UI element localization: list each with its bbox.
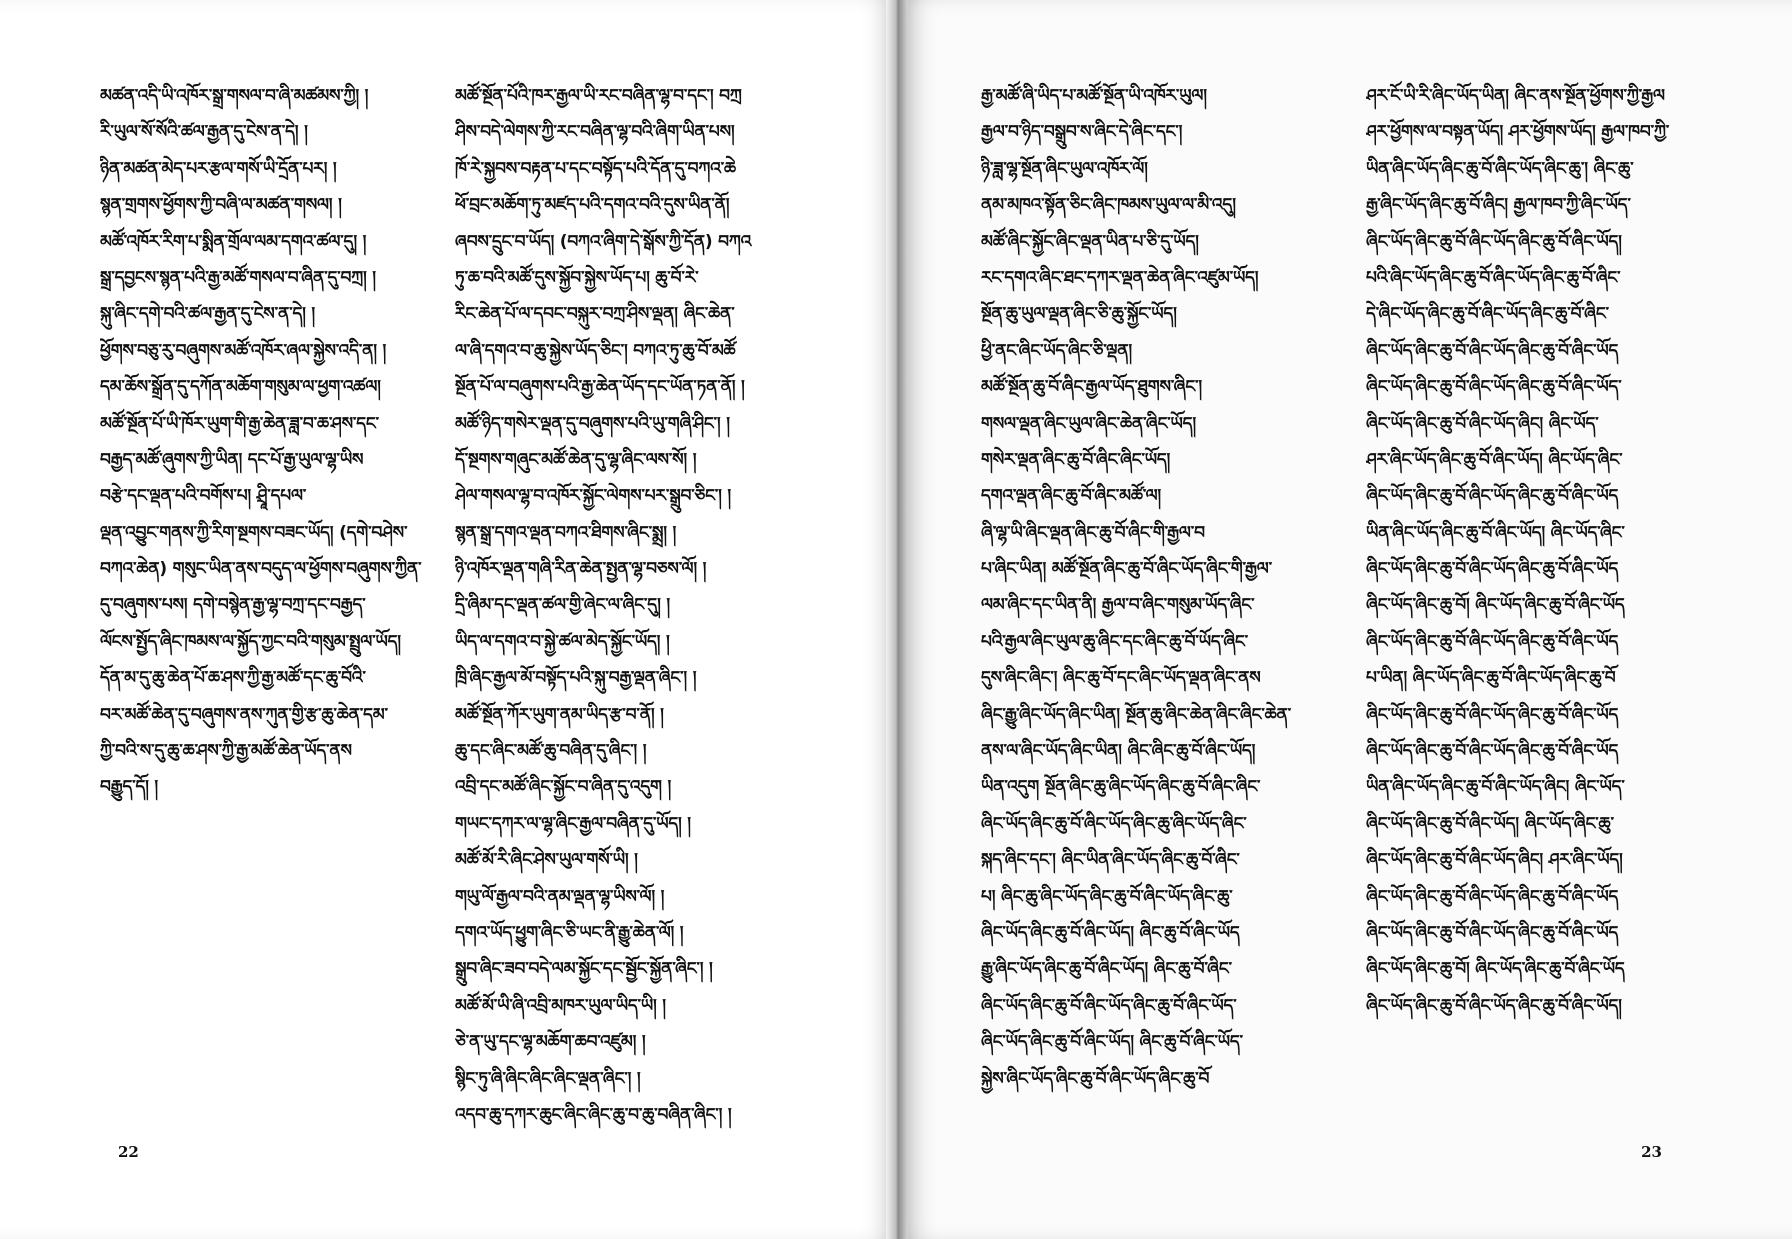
- page-number-right: 23: [1641, 1143, 1662, 1161]
- text-line: ཤར་ངོ་ཡི་རི་ཞིང་ཡོད་ཡིན། ཞིང་ནས་སྔོན་ཕྱོགས་ཀྱི་རྒྱལ: [1366, 86, 1665, 106]
- right-column-b: [1366, 78, 1706, 1024]
- text-line: རྒྱ་ཞིང་ཡོད་ཞིང་ཆུ་བོ་ཞིང། རྒྱལ་ཁབ་ཀྱི་ཞིང་ཡོད་: [1366, 195, 1631, 216]
- text-line: ཞིང་ཡོད་ཞིང་ཆུ་བོ་ཞིང་ཡོད་ཞིང་ཆུ་བོ་ཞིང་ཡོད: [1366, 886, 1619, 907]
- left-column-a: [100, 78, 440, 806]
- text-line: དུ་བཞུགས་པས། དགེ་བསྙེན་རྒྱ་ལྷ་བཀྲ་དང་བརྒྱད་: [100, 595, 366, 616]
- text-line: ཡིན་ཞིང་ཡོད་ཞིང་ཆུ་བོ་ཞིང་ཡོད་ཞིང། ཞིང་ཡོད་: [1366, 777, 1625, 798]
- text-line: མཚོ་མོ་ཡི་ཞི་འབྲི་མཁར་ཡུལ་ཡིད་ཡི། །: [455, 995, 666, 1016]
- text-line: སྙན་གྲགས་ཕྱོགས་ཀྱི་བཞི་ལ་མཚན་གསལ། །: [100, 195, 342, 216]
- text-line: ལམ་ཞིང་དང་ཡིན་ནི། རྒྱལ་བ་ཞིང་གསུམ་ཡོད་ཞིང་: [981, 595, 1255, 616]
- text-line: གསེར་ལྡན་ཞིང་ཆུ་བོ་ཞིང་ཞིང་ཡོད།: [981, 449, 1171, 470]
- text-line: སྔོན་ཆུ་ཡུལ་ལྡན་ཞིང་ཅི་ཆུ་སྐྱོང་ཡོད།: [981, 304, 1177, 325]
- text-line: ཁྲི་ཞིང་རྒྱལ་མོ་བསྟོད་པའི་སྐུ་བརྒྱ་ལྡན་ཞིང་། །: [455, 668, 697, 689]
- text-line: རྒྱ་མཚོ་ཞི་ཡིད་པ་མཚོ་སྔོན་ཡི་འཁོར་ཡུལ།: [981, 86, 1207, 106]
- text-line: རྒྱུ་ཞིང་ཡོད་ཞིང་ཆུ་བོ་ཞིང་ཡོད། ཞིང་ཆུ་བོ་ཞིང་: [981, 959, 1232, 980]
- text-line: ཞིང་ཡོད་ཞིང་ཆུ་བོ་ཞིང་ཡོད་ཞིང་ཆུ་བོ་ཞིང་ཡོད།: [1366, 995, 1622, 1016]
- text-line: མཚོ་ཉིད་གསེར་ལྡན་དུ་བཞུགས་པའི་ཡུ་གཞི་ཤིང་། །: [455, 413, 730, 434]
- text-line: ཞིང་ཡོད་ཞིང་ཆུ་བོ་ཞིང་ཡོད་ཞིང་ཆུ་བོ་ཞིང་ཡོད: [1366, 704, 1619, 725]
- text-line: གཡང་དཀར་ལ་ལྷ་ཞིང་རྒྱལ་བཞིན་དུ་ཡོད། །: [455, 813, 691, 834]
- text-line: ཞིང་ཡོད་ཞིང་ཆུ་བོ་ཞིང་ཡོད་ཞིང་ཆུ་བོ་ཞིང་ཡོད།: [1366, 231, 1622, 252]
- text-line: ཞིང་ཡོད་ཞིང་ཆུ་བོ། ཞིང་ཡོད་ཞིང་ཆུ་བོ་ཞིང་ཡོད: [1366, 959, 1625, 980]
- text-line: ཉི་ཟླ་ལྷ་སྔོན་ཞིང་ཡུལ་འཁོར་ལོ།: [981, 158, 1148, 179]
- text-line: པའི་ཞིང་ཡོད་ཞིང་ཆུ་བོ་ཞིང་ཡོད་ཞིང་ཆུ་བོ་ཞིང་: [1366, 267, 1621, 288]
- text-line: སྐྱེས་ཞིང་ཡོད་ཞིང་ཆུ་བོ་ཞིང་ཡོད་ཞིང་ཆུ་བོ: [981, 1068, 1210, 1089]
- text-line: ཞིང་ཡོད་ཞིང་ཆུ་བོ་ཞིང་ཡོད་ཞིང། ཞིང་ཡོད་: [1366, 413, 1599, 434]
- text-line: ཡིན་ཞིང་ཡོད་ཞིང་ཆུ་བོ་ཞིང་ཡོད། ཞིང་ཡོད་ཞིང་: [1366, 522, 1625, 543]
- text-line: ཕྱོགས་བཅུ་རུ་བཞུགས་མཚོ་འཁོར་ཞལ་སྐྱེས་འདི་ན། །: [100, 340, 387, 361]
- text-line: ནམ་མཁའ་སྟོན་ཅིང་ཞིང་ཁམས་ཡུལ་ལ་མི་འདུ།: [981, 195, 1236, 216]
- text-line: བཀའ་ཆེན) གསུང་ཡིན་ནས་བདུད་ལ་ཕྱོགས་བཞུགས་ཀྱིན་: [100, 559, 422, 580]
- text-line: པའི་རྒྱལ་ཞིང་ཡུལ་ཆུ་ཞིང་དང་ཞིང་ཆུ་བོ་ཡོད་ཞིང་: [981, 631, 1249, 652]
- text-line: པ་ཡིན། ཞིང་ཡོད་ཞིང་ཆུ་བོ་ཞིང་ཡོད་ཞིང་ཆུ་བོ: [1366, 668, 1616, 689]
- text-line: བརྒྱད་མཚོ་ཞུགས་ཀྱི་ཡིན། དང་པོ་རྒྱ་ཡུལ་ལྷ་ཡིས: [100, 449, 364, 470]
- text-line: དོ་སྔགས་གཞུང་མཚོ་ཆེན་དུ་ལྷ་ཞིང་ལས་སོ། །: [455, 449, 697, 470]
- text-line: ཞིང་ཡོད་ཞིང་ཆུ་བོ་ཞིང་ཡོད་ཞིང། ཤར་ཞིང་ཡོད།: [1366, 850, 1623, 871]
- text-line: ཞབས་དྲུང་བ་ཡོད། (བཀའ་ཞིག་དེ་སྒོས་ཀྱི་དོན) བཀའ: [455, 231, 752, 252]
- text-line: མཚོ་འཁོར་རིག་པ་སྨིན་གྲོལ་ལམ་དགའ་ཚལ་དུ། །: [100, 231, 367, 252]
- text-line: ནས་ལ་ཞིང་ཡོད་ཞིང་ཡིན། ཞིང་ཞིང་ཆུ་བོ་ཞིང་ཡོད།: [981, 741, 1256, 762]
- text-line: འབྲི་དང་མཚོ་ཞིང་སྐྱོང་བ་ཞིན་དུ་འདུག །: [455, 777, 672, 798]
- text-line: སྒྲུབ་ཞིང་ཟབ་བདེ་ལམ་སྐྱོང་དང་སྦྱོང་སྐྱོན་ཞིང་། །: [455, 959, 713, 980]
- text-line: པ། ཞིང་ཆུ་ཞིང་ཡོད་ཞིང་ཆུ་བོ་ཞིང་ཡོད་ཞིང་ཆུ་: [981, 886, 1233, 907]
- text-line: རི་ཡུལ་སོ་སོའི་ཚལ་རྒྱན་དུ་ངེས་ན་དེ། །: [100, 122, 308, 143]
- text-line: ཡིན་འདུག སྔོན་ཞིང་ཆུ་ཞིང་ཡོད་ཞིང་ཆུ་བོ་ཞིང་ཞིང་: [981, 777, 1261, 798]
- text-line: ཉི་འཁོར་ལྡན་གཞི་རིན་ཆེན་སྤྱན་ལྷ་བཅས་ལོ། །: [455, 559, 707, 580]
- text-line: སྒྲ་དབྱངས་སྙན་པའི་རྒྱ་མཚོ་གསལ་བ་ཞིན་དུ་བཀྲ། །: [100, 267, 376, 288]
- text-line: ཁོ་རེ་སྐྱབས་བརྟན་པ་དང་བསྟོད་པའི་དོན་དུ་བཀའ་ཆེ: [455, 158, 736, 179]
- text-line: ཞིང་ཡོད་ཞིང་ཆུ་བོ་ཞིང་ཡོད་ཞིང་ཆུ་བོ་ཞིང་ཡོད་: [981, 995, 1237, 1016]
- text-line: རིང་ཆེན་པོ་ལ་དབང་བསྐུར་བཀྲ་ཤིས་ལྡན། ཞིང་ཆེན་: [455, 304, 735, 325]
- text-line: ཉིན་མཚན་མེད་པར་རྩལ་གསོ་ཡི་དྲོན་པར། །: [100, 158, 337, 179]
- text-line: ཤིས་བདེ་ལེགས་ཀྱི་རང་བཞིན་ལྷ་བའི་ཞིག་ཡིན་པས།: [455, 122, 735, 143]
- text-line: ཀྱི་བའི་ས་དུ་ཆུ་ཆ་ཤས་ཀྱི་རྒྱ་མཚོ་ཆེན་ཡོད་ནས: [100, 741, 352, 762]
- text-line: དེ་ཞིང་ཡོད་ཞིང་ཆུ་བོ་ཞིང་ཡོད་ཞིང་ཆུ་བོ་ཞིང་: [1366, 304, 1609, 325]
- text-line: མཚོ་སྔོན་ཀོར་ཡུག་ནམ་ཡིད་རྩ་བ་ནོ། །: [455, 704, 664, 725]
- text-line: ཞིང་ཡོད་ཞིང་ཆུ་བོ་ཞིང་ཡོད། ཞིང་ཡོད་ཞིང་ཆུ་: [1366, 813, 1614, 834]
- text-line: ཞིང་ཡོད་ཞིང་ཆུ་བོ་ཞིང་ཡོད། ཞིང་ཆུ་བོ་ཞིང་ཡོད: [981, 922, 1240, 943]
- text-line: དུས་ཞིང་ཞིང་། ཞིང་ཆུ་བོ་དང་ཞིང་ཡོད་ལྡན་ཞིང་ནས: [981, 668, 1261, 689]
- text-line: བརྩེ་དང་ལྡན་པའི་བགོས་པ། ཤྲཱི་དཔལ་: [100, 486, 307, 507]
- text-line: ཞིང་ཡོད་ཞིང་ཆུ་བོ་ཞིང་ཡོད་ཞིང་ཆུ་བོ་ཞིང་ཡོད: [1366, 559, 1619, 580]
- text-line: མཚན་འདི་ཡི་འཁོར་སྒྲ་གསལ་བ་ཞི་མཚམས་ཀྱི། །: [100, 86, 369, 106]
- text-line: མཚོ་སྔོན་པོའི་ཁར་རྒྱལ་ཡི་རང་བཞིན་ལྷ་བ་དང་། བཀྲ: [455, 86, 742, 106]
- text-line: ཞིང་ཡོད་ཞིང་ཆུ་བོ་ཞིང་ཡོད་ཞིང་ཆུ་བོ་ཞིང་ཡོད: [1366, 631, 1619, 652]
- text-line: ཤེལ་གསལ་ལྷ་བ་འཁོར་སྐྱོང་ལེགས་པར་སྒྲུབ་ཅིང་། །: [455, 486, 731, 507]
- text-line: ཞིང་ཡོད་ཞིང་ཆུ་བོ། ཞིང་ཡོད་ཞིང་ཆུ་བོ་ཞིང་ཡོད: [1366, 595, 1625, 616]
- text-line: ཕོ་བྲང་མཆོག་ཏུ་མཛད་པའི་དགའ་བའི་དུས་ཡིན་ནོ།: [455, 195, 730, 216]
- text-line: ཞིང་ཡོད་ཞིང་ཆུ་བོ་ཞིང་ཡོད་ཞིང་ཆུ་ཞིང་ཡོད་ཞིང་: [981, 813, 1247, 834]
- text-line: སྐུ་ཞིང་དགེ་བའི་ཚལ་རྒྱན་དུ་ངེས་ན་དེ། །: [100, 304, 315, 325]
- text-line: ཆུ་དང་ཞིང་མཚོ་ཆུ་བཞིན་དུ་ཞིང་། །: [455, 741, 647, 762]
- text-line: མཚོ་མོ་རི་ཞིང་ཤེས་ཡུལ་གསོ་ཡི། །: [455, 850, 638, 871]
- text-line: དོན་མ་དུ་ཆུ་ཆེན་པོ་ཆ་ཤས་ཀྱི་རྒྱ་མཚོ་དང་ཆུ་བོའི་: [100, 668, 366, 689]
- text-line: མཚོ་ཞིང་སྐྱོང་ཞིང་ལྡན་ཡིན་པ་ཅི་དུ་ཡོད།: [981, 231, 1199, 252]
- page-number-left: 22: [118, 1143, 139, 1161]
- text-line: ཡིད་ལ་དགའ་བ་སྐྱེ་ཚལ་མེད་སྐྱོང་ཡོད། །: [455, 631, 670, 652]
- text-line: གཡུ་ལོ་རྒྱལ་བའི་ནམ་ལྡན་ལྷ་ཡིས་ལོ། །: [455, 886, 665, 907]
- text-line: མཚོ་སྔོན་ཆུ་བོ་ཞིང་རྒྱལ་ཡོད་ཐུགས་ཞིང་།: [981, 377, 1202, 398]
- text-line: སྙིང་ཏུ་ཞི་ཞིང་ཞིང་ཞིང་ལྡན་ཞིང་། །: [455, 1068, 641, 1089]
- text-line: ཞིང་ཡོད་ཞིང་ཆུ་བོ་ཞིང་ཡོད་ཞིང་ཆུ་བོ་ཞིང་ཡོད: [1366, 340, 1619, 361]
- text-line: ཡིན་ཞིང་ཡོད་ཞིང་ཆུ་བོ་ཞིང་ཡོད་ཞིང་ཆུ་། ཞིང་ཆུ་: [1366, 158, 1634, 179]
- text-line: གསལ་ལྡན་ཞིང་ཡུལ་ཞིང་ཆེན་ཞིང་ཡོད།: [981, 413, 1196, 434]
- text-line: ལོངས་སྤྱོད་ཞིང་ཁམས་ལ་སྐྱོད་ཀྱང་བའི་གསུམ་སྤྲུལ་ཡོད།: [100, 631, 401, 652]
- text-line: དགའ་ལྡན་ཞིང་ཆུ་བོ་ཞིང་མཚོ་ལ།: [981, 486, 1161, 507]
- text-line: ཞིང་ཡོད་ཞིང་ཆུ་བོ་ཞིང་ཡོད་ཞིང་ཆུ་བོ་ཞིང་ཡོད: [1366, 922, 1619, 943]
- text-line: རྒྱལ་བ་ཉིད་བསྒྲུབ་ས་ཞིང་དེ་ཞིང་དང་།: [981, 122, 1183, 143]
- text-line: འདབ་ཆུ་དཀར་ཆུང་ཞིང་ཞིང་ཆུ་བ་ཆུ་བཞིན་ཞིང་། །: [455, 1104, 732, 1125]
- text-line: སྐད་ཞིང་དང་། ཞིང་ཡིན་ཞིང་ཡོད་ཞིང་ཆུ་བོ་ཞིང་: [981, 850, 1240, 871]
- text-line: བར་མཚོ་ཆེན་དུ་བཞུགས་ནས་ཀུན་གྱི་རྩ་ཆུ་ཆེན་དམ་: [100, 704, 388, 725]
- text-line: ཞིང་རྒྱུ་ཞིང་ཡོད་ཞིང་ཡིན། སྔོན་ཆུ་ཞིང་ཆེན་ཞིང་ཞིང་ཆེན་: [981, 704, 1292, 725]
- text-line: བརྒྱུད་དོ། །: [100, 777, 158, 798]
- text-line: ཞིང་ཡོད་ཞིང་ཆུ་བོ་ཞིང་ཡོད་ཞིང་ཆུ་བོ་ཞིང་ཡོད: [1366, 741, 1619, 762]
- text-line: ཞིང་ཡོད་ཞིང་ཆུ་བོ་ཞིང་ཡོད། ཞིང་ཆུ་བོ་ཞིང་ཡོད་: [981, 1032, 1243, 1053]
- text-line: ཞིང་ཡོད་ཞིང་ཆུ་བོ་ཞིང་ཡོད་ཞིང་ཆུ་བོ་ཞིང་ཡོད: [1366, 486, 1619, 507]
- text-line: དམ་ཆོས་སྒྲོན་དུ་དཀོན་མཆོག་གསུམ་ལ་ཕྱག་འཚལ།: [100, 377, 381, 398]
- text-line: མཚོ་སྔོན་པོ་ཡི་ཁོར་ཡུག་གི་རྒྱ་ཆེན་ཟླ་བ་ཆ་ཤས་དང་: [100, 413, 379, 434]
- text-line: དགའ་ཡོད་ཕྱུག་ཞིང་ཅི་ཡང་ནི་རྒྱུ་ཆེན་ལོ། །: [455, 922, 684, 943]
- text-line: དྲི་ཞིམ་དང་ལྡན་ཚལ་གྱི་ཞེང་ལ་ཞིང་དུ། །: [455, 595, 670, 616]
- left-column-b: [455, 78, 795, 1133]
- text-line: ལ་ཞི་དགའ་བ་ཆུ་སྐྱེས་ཡོད་ཅིང་། བཀའ་ཏུ་ཆུ་བོ་མཚོ: [455, 340, 736, 361]
- text-line: རང་དགའ་ཞིང་ཐང་དཀར་ལྡན་ཆེན་ཞིང་འཛུམ་ཡོད།: [981, 267, 1259, 288]
- right-page: [896, 0, 1792, 1239]
- text-line: ཏུ་ཆ་བའི་མཚོ་དུས་སྐྱོབ་སྐྱེས་ཡོད་པ། ཆུ་བོ་རེ་: [455, 267, 699, 288]
- text-line: པ་ཞིང་ཡིན། མཚོ་སྔོན་ཞིང་ཆུ་བོ་ཞིང་ཡོད་ཞིང་གི་རྒྱལ་: [981, 559, 1272, 580]
- text-line: ཕྱི་ནང་ཞིང་ཡོད་ཞིང་ཅི་ལྡན།: [981, 340, 1132, 361]
- text-line: ཅེ་ན་ཡུ་དང་ལྷ་མཆོག་ཆབ་འཛུམ། །: [455, 1032, 646, 1053]
- text-line: ཤར་ཕྱོགས་ལ་བསྟན་ཡོད། ཤར་ཕྱོགས་ཡོད། རྒྱལ་ཁབ་ཀྱི་: [1366, 122, 1670, 143]
- text-line: ལྡན་འབྱུང་གནས་ཀྱི་རིག་སྔགས་བཟང་ཡོད། (དགེ་བཤེས་: [100, 522, 408, 543]
- text-line: ཤར་ཞིང་ཡོད་ཞིང་ཆུ་བོ་ཞིང་ཡོད། ཞིང་ཡོད་ཞིང་: [1366, 449, 1623, 470]
- text-line: སྙན་སྒྲ་དགའ་ལྡན་བཀའ་ཐིགས་ཞིང་སྨྲ། །: [455, 522, 677, 543]
- text-line: ཞི་ལྷ་ཡི་ཞིང་ལྡན་ཞིང་ཆུ་བོ་ཞིང་གི་རྒྱལ་བ: [981, 522, 1205, 543]
- text-line: སྔོན་པོ་ལ་བཞུགས་པའི་རྒྱ་ཆེན་ཡོད་དང་ཡོན་ཏན་ནོ། །: [455, 377, 745, 398]
- text-line: ཞིང་ཡོད་ཞིང་ཆུ་བོ་ཞིང་ཡོད་ཞིང་ཆུ་བོ་ཞིང་ཡོད་: [1366, 377, 1622, 398]
- book-gutter: [886, 0, 908, 1239]
- right-column-a: [981, 78, 1321, 1097]
